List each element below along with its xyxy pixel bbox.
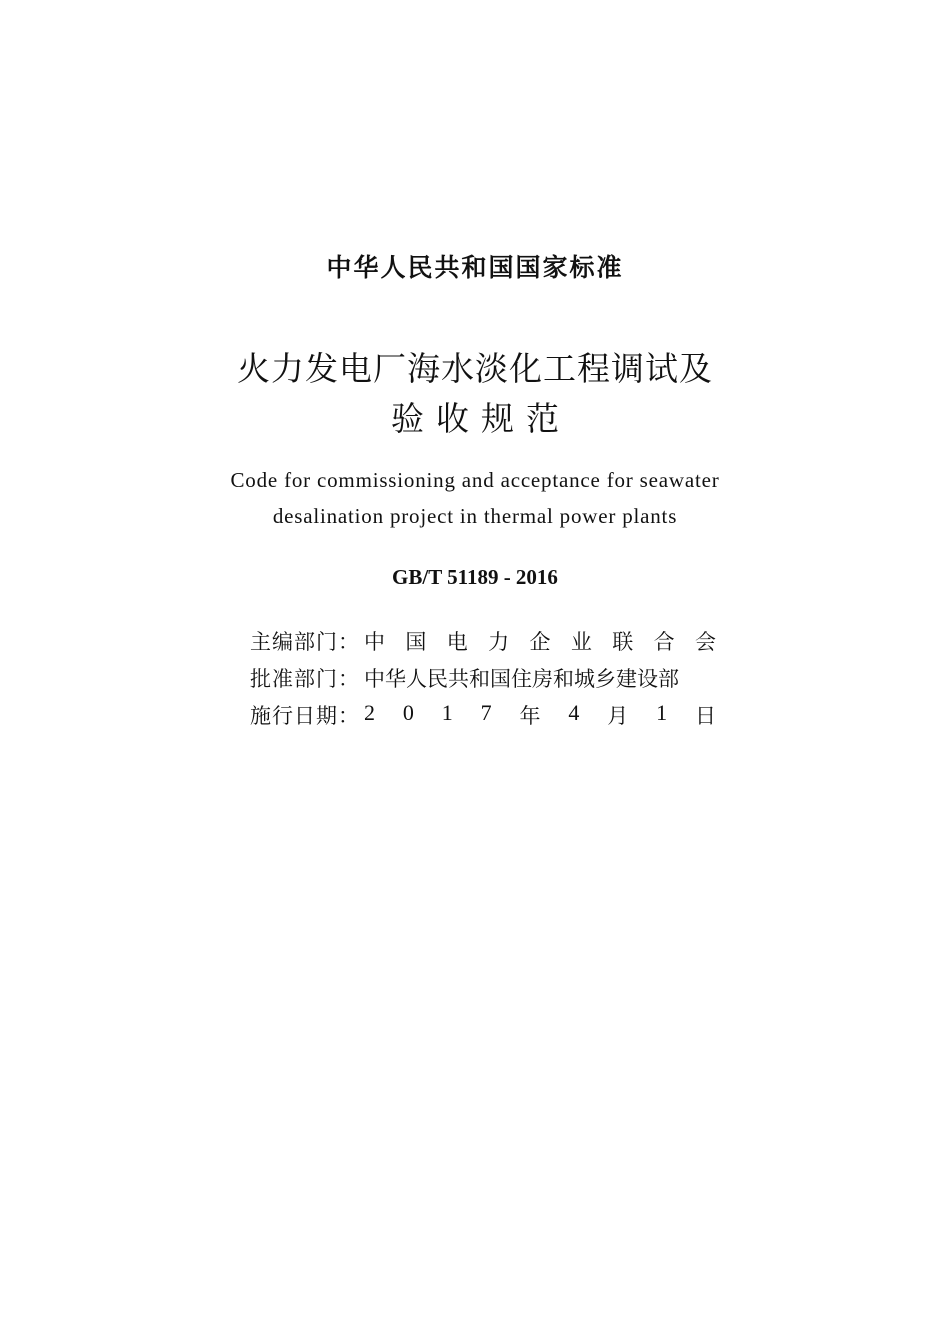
english-title-line-2: desalination project in thermal power plants: [272, 504, 678, 528]
approver-department-label: 批准部门：: [250, 667, 360, 691]
editor-char: 中: [364, 630, 385, 654]
editor-char: 业: [570, 630, 592, 654]
approver-department-value: 中华人民共和国住房和城乡建设部: [364, 667, 679, 691]
editor-department-label: 主编部门：: [250, 630, 360, 654]
editor-char: 联: [612, 630, 634, 654]
national-standard-heading: 中华人民共和国国家标准: [326, 253, 624, 282]
date-char: 月: [607, 704, 629, 728]
date-char: 1: [441, 700, 453, 725]
effective-date-value: [364, 700, 716, 730]
editor-char: 电: [446, 630, 468, 654]
effective-date-label: 施行日期：: [250, 704, 360, 728]
editor-department-row: [250, 626, 720, 656]
english-title-line-1: Code for commissioning and acceptance for seawater: [230, 468, 720, 492]
approver-department-row: [250, 663, 720, 693]
date-char: 1: [656, 700, 668, 725]
date-char: 4: [568, 700, 580, 725]
date-char: 7: [480, 700, 492, 725]
editor-char: 力: [488, 630, 510, 654]
editor-char: 国: [405, 630, 427, 654]
chinese-title-line-1: 火力发电厂海水淡化工程调试及: [237, 349, 713, 388]
date-char: 日: [695, 704, 716, 728]
editor-department-value: [364, 626, 716, 656]
date-char: 2: [364, 700, 375, 725]
standard-code: GB/T 51189 - 2016: [392, 565, 558, 589]
date-char: 0: [402, 700, 414, 725]
effective-date-row: [250, 700, 720, 730]
editor-char: 企: [529, 630, 551, 654]
chinese-title-line-2: 验收规范: [391, 399, 571, 438]
date-char: 年: [519, 704, 541, 728]
editor-char: 会: [695, 630, 716, 654]
editor-char: 合: [653, 630, 675, 654]
